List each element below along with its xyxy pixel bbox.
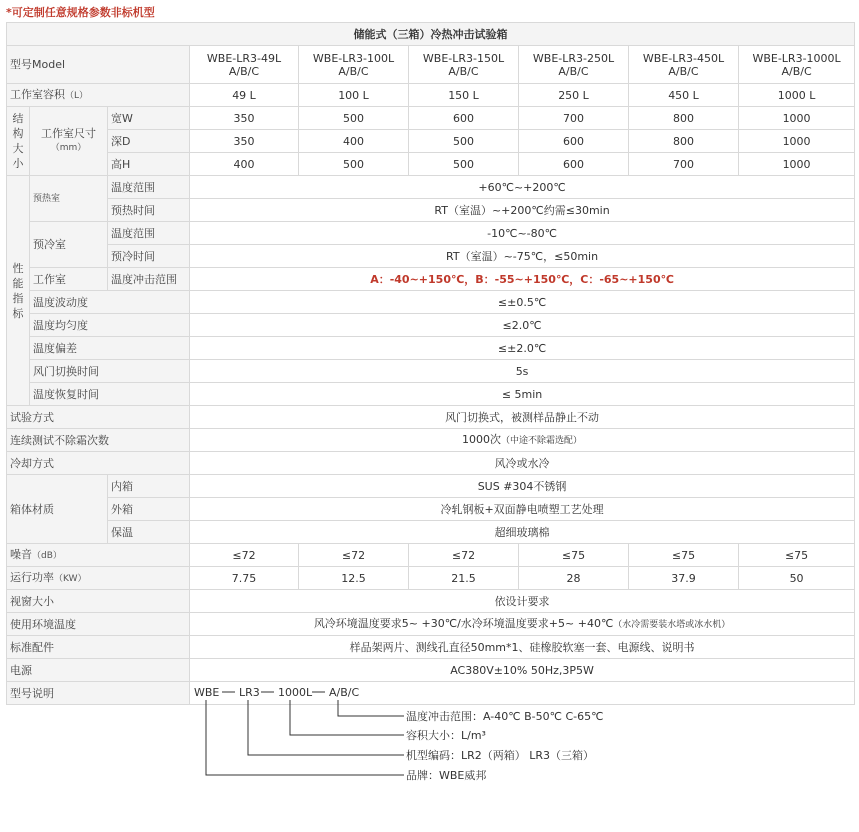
work-shock-row — [7, 268, 855, 291]
connector-line-series — [248, 700, 404, 755]
power-value: 7.75 — [190, 567, 299, 590]
accessories-label: 标准配件 — [7, 636, 190, 659]
environment-value-text: 风冷环境温度要求5~ +30℃/水冷环境温度要求+5~ +40℃ — [313, 616, 614, 630]
volume-label-text: 工作室容积 — [10, 87, 65, 101]
performance-group-label — [7, 176, 30, 406]
volume-value: 100 L — [299, 84, 409, 107]
test-method-label: 试验方式 — [7, 406, 190, 429]
uniform-row — [7, 314, 855, 337]
structure-depth-row — [7, 130, 855, 153]
noise-value: ≤72 — [299, 544, 409, 567]
power-value: 50 — [739, 567, 855, 590]
precool-temp-row — [7, 222, 855, 245]
model-value: WBE-LR3-150L A/B/C — [409, 46, 519, 84]
connector-line-brand — [206, 700, 404, 775]
power-row — [7, 567, 855, 590]
model-value: WBE-LR3-49L A/B/C — [190, 46, 299, 84]
window-row — [7, 590, 855, 613]
precool-time-value: RT（室温）~-75℃，≤50min — [190, 245, 855, 268]
cooling-row — [7, 452, 855, 475]
width-value: 600 — [409, 107, 519, 130]
uniform-value: ≤2.0℃ — [190, 314, 855, 337]
preheat-label-text: 预热室 — [33, 194, 61, 204]
power-label — [7, 567, 190, 590]
material-outer-value: 冷轧钢板+双面静电喷塑工艺处理 — [190, 498, 855, 521]
precool-temp-label: 温度范围 — [108, 222, 190, 245]
deviation-label: 温度偏差 — [30, 337, 190, 360]
power-label-text: 运行功率 — [10, 570, 54, 584]
material-label: 箱体材质 — [7, 475, 108, 544]
spec-table — [6, 22, 855, 782]
noise-value: ≤72 — [409, 544, 519, 567]
material-inner-value: SUS #304不锈钢 — [190, 475, 855, 498]
height-value: 500 — [299, 153, 409, 176]
material-inner-row — [7, 475, 855, 498]
height-value: 500 — [409, 153, 519, 176]
fluct-row — [7, 291, 855, 314]
damper-row — [7, 360, 855, 383]
material-outer-label: 外箱 — [108, 498, 190, 521]
depth-value: 400 — [299, 130, 409, 153]
performance-group-text: 性能指标 — [12, 261, 24, 320]
width-value: 350 — [190, 107, 299, 130]
power-unit: （KW） — [54, 573, 87, 584]
fluct-label: 温度波动度 — [30, 291, 190, 314]
deviation-row — [7, 337, 855, 360]
supply-label: 电源 — [7, 659, 190, 682]
deviation-value: ≤±2.0℃ — [190, 337, 855, 360]
recovery-label: 温度恢复时间 — [30, 383, 190, 406]
volume-label — [7, 84, 190, 107]
volume-row — [7, 84, 855, 107]
preheat-time-row — [7, 199, 855, 222]
volume-value: 1000 L — [739, 84, 855, 107]
supply-row — [7, 659, 855, 682]
noise-value: ≤75 — [629, 544, 739, 567]
volume-value: 250 L — [519, 84, 629, 107]
volume-value: 49 L — [190, 84, 299, 107]
code-part-brand: WBE — [194, 686, 220, 699]
volume-value: 150 L — [409, 84, 519, 107]
depth-value: 800 — [629, 130, 739, 153]
model-value: WBE-LR3-100L A/B/C — [299, 46, 409, 84]
preheat-temp-label: 温度范围 — [108, 176, 190, 199]
height-label: 高H — [108, 153, 190, 176]
model-value: WBE-LR3-250L A/B/C — [519, 46, 629, 84]
model-value: WBE-LR3-450L A/B/C — [629, 46, 739, 84]
desc-series: 机型编码：LR2（两箱） LR3（三箱） — [406, 749, 595, 762]
code-part-volume: 1000L — [278, 686, 313, 699]
depth-value: 350 — [190, 130, 299, 153]
uniform-label: 温度均匀度 — [30, 314, 190, 337]
shock-range-label: 温度冲击范围 — [108, 268, 190, 291]
code-part-range: A/B/C — [329, 686, 360, 699]
model-row — [7, 46, 855, 84]
height-value: 1000 — [739, 153, 855, 176]
connector-line-range — [338, 700, 404, 716]
code-part-series: LR3 — [239, 686, 260, 699]
chamber-size-label — [30, 107, 108, 176]
material-outer-row — [7, 498, 855, 521]
depth-value: 500 — [409, 130, 519, 153]
width-value: 800 — [629, 107, 739, 130]
desc-range: 温度冲击范围：A-40℃ B-50℃ C-65℃ — [406, 710, 604, 723]
fluct-value: ≤±0.5℃ — [190, 291, 855, 314]
preheat-label — [30, 176, 108, 222]
environment-value — [190, 613, 855, 636]
model-explain-label: 型号说明 — [7, 682, 190, 705]
desc-brand: 品牌：WBE威邦 — [406, 769, 487, 782]
depth-value: 1000 — [739, 130, 855, 153]
continuous-value-note: （中途不除霜选配） — [501, 435, 583, 446]
model-code-diagram — [190, 682, 851, 792]
width-value: 700 — [519, 107, 629, 130]
model-value: WBE-LR3-1000L A/B/C — [739, 46, 855, 84]
chamber-size-unit: （mm） — [50, 143, 87, 153]
precool-time-label: 预冷时间 — [108, 245, 190, 268]
work-chamber-label: 工作室 — [30, 268, 108, 291]
noise-row — [7, 544, 855, 567]
height-value: 400 — [190, 153, 299, 176]
material-insulation-label: 保温 — [108, 521, 190, 544]
power-value: 28 — [519, 567, 629, 590]
depth-value: 600 — [519, 130, 629, 153]
table-title: 储能式（三箱）冷热冲击试验箱 — [7, 23, 855, 46]
noise-unit: （dB） — [32, 550, 62, 561]
precool-temp-value: -10℃~-80℃ — [190, 222, 855, 245]
volume-unit: （L） — [65, 90, 89, 101]
noise-label-text: 噪音 — [10, 547, 32, 561]
damper-value: 5s — [190, 360, 855, 383]
volume-value: 450 L — [629, 84, 739, 107]
width-label: 宽W — [108, 107, 190, 130]
material-insulation-row — [7, 521, 855, 544]
model-explain-cell — [190, 682, 855, 782]
structure-group-label — [7, 107, 30, 176]
width-value: 1000 — [739, 107, 855, 130]
structure-width-row — [7, 107, 855, 130]
model-label: 型号Model — [7, 46, 190, 84]
continuous-row — [7, 429, 855, 452]
power-value: 12.5 — [299, 567, 409, 590]
test-method-value: 风门切换式，被测样品静止不动 — [190, 406, 855, 429]
cooling-value: 风冷或水冷 — [190, 452, 855, 475]
accessories-value: 样品架两片、测线孔直径50mm*1、硅橡胶软塞一套、电源线、说明书 — [190, 636, 855, 659]
preheat-time-label: 预热时间 — [108, 199, 190, 222]
desc-volume: 容积大小：L/m³ — [406, 729, 486, 742]
environment-label: 使用环境温度 — [7, 613, 190, 636]
noise-value: ≤75 — [519, 544, 629, 567]
test-method-row — [7, 406, 855, 429]
noise-value: ≤75 — [739, 544, 855, 567]
continuous-label: 连续测试不除霜次数 — [7, 429, 190, 452]
preheat-temp-value: +60℃~+200℃ — [190, 176, 855, 199]
preheat-temp-row — [7, 176, 855, 199]
model-explain-row — [7, 682, 855, 705]
supply-value: AC380V±10% 50Hz,3P5W — [190, 659, 855, 682]
chamber-size-text: 工作室尺寸 — [41, 127, 96, 140]
height-value: 600 — [519, 153, 629, 176]
environment-value-note: （水冷需要装水塔或冰水机） — [613, 619, 731, 630]
precool-label: 预冷室 — [30, 222, 108, 268]
custom-spec-note: *可定制任意规格参数非标机型 — [6, 6, 155, 19]
continuous-value-text: 1000次 — [462, 432, 502, 446]
shock-range-value: A：-40~+150℃，B：-55~+150℃，C：-65~+150℃ — [190, 268, 855, 291]
environment-row — [7, 613, 855, 636]
recovery-row — [7, 383, 855, 406]
power-value: 21.5 — [409, 567, 519, 590]
depth-label: 深D — [108, 130, 190, 153]
table-title-row — [7, 23, 855, 46]
material-insulation-value: 超细玻璃棉 — [190, 521, 855, 544]
recovery-value: ≤ 5min — [190, 383, 855, 406]
structure-group-text: 结构大小 — [12, 112, 24, 170]
power-value: 37.9 — [629, 567, 739, 590]
material-inner-label: 内箱 — [108, 475, 190, 498]
connector-line-volume — [290, 700, 404, 735]
window-value: 依设计要求 — [190, 590, 855, 613]
damper-label: 风门切换时间 — [30, 360, 190, 383]
cooling-label: 冷却方式 — [7, 452, 190, 475]
noise-label — [7, 544, 190, 567]
structure-height-row — [7, 153, 855, 176]
window-label: 视窗大小 — [7, 590, 190, 613]
continuous-value — [190, 429, 855, 452]
preheat-time-value: RT（室温）~+200℃约需≤30min — [190, 199, 855, 222]
accessories-row — [7, 636, 855, 659]
height-value: 700 — [629, 153, 739, 176]
precool-time-row — [7, 245, 855, 268]
width-value: 500 — [299, 107, 409, 130]
noise-value: ≤72 — [190, 544, 299, 567]
